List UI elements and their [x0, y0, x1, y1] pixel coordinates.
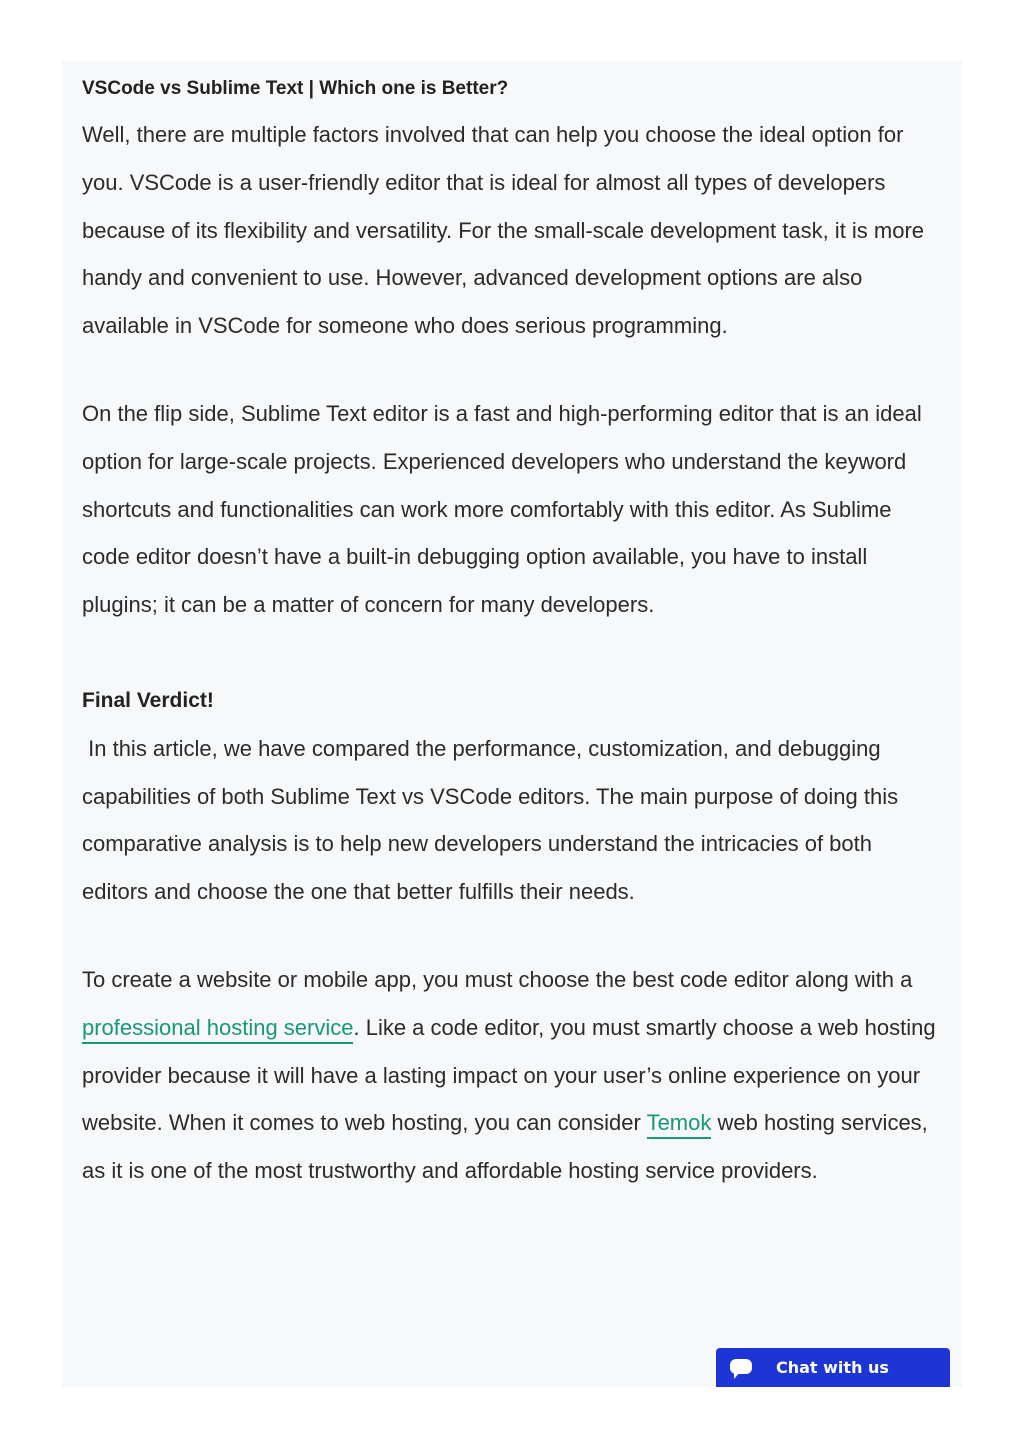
chat-bubble-icon	[730, 1359, 752, 1377]
verdict-heading: Final Verdict!	[82, 688, 214, 712]
paragraph-vscode: Well, there are multiple factors involved that can help you choose the ideal option for you. VSCode is a user-friendly editor that is ideal for almost all types of developers because of its flexibility and versatility. For the small-scale development task, it is more handy and convenient to use. However, advanced development options are also available in VSCode for someone who does serious programming.	[82, 122, 925, 339]
professional-hosting-link[interactable]: professional hosting service	[82, 1015, 353, 1044]
temok-link[interactable]: Temok	[647, 1110, 712, 1139]
paragraph-sublime: On the flip side, Sublime Text editor is a fast and high-performing editor that is an ideal option for large-scale projects. Experienced developers who understand the keyword shortcuts and functionalities can work more comfortably with this editor. As Sublime code editor doesn’t have a built-in debugging option available, you have to install plugins; it can be a matter of concern for many developers.	[82, 400, 922, 618]
paragraph-hosting-text-3: web hosting services, as it is one of the most trustworthy and affordable hosting service providers.	[82, 1110, 928, 1184]
chat-widget-button[interactable]	[716, 1348, 950, 1387]
article-title: VSCode vs Sublime Text | Which one is Better?	[82, 78, 509, 99]
paragraph-hosting-text-1: To create a website or mobile app, you must choose the best code editor along with a	[82, 966, 913, 992]
paragraph-hosting	[82, 956, 942, 1195]
chat-widget-label: Chat with us	[776, 1358, 889, 1377]
paragraph-hosting-text-2: . Like a code editor, you must smartly choose a web hosting provider because it will have a lasting impact on your user’s online experience on your website. When it comes to web hosting, you can consider	[82, 1014, 936, 1136]
article-panel	[62, 61, 962, 1387]
paragraph-verdict: In this article, we have compared the performance, customization, and debugging capabilities of both Sublime Text vs VSCode editors. The main purpose of doing this comparative analysis is to help new developers understand the intricacies of both editors and choose the one that better fulfills their needs.	[82, 735, 905, 905]
